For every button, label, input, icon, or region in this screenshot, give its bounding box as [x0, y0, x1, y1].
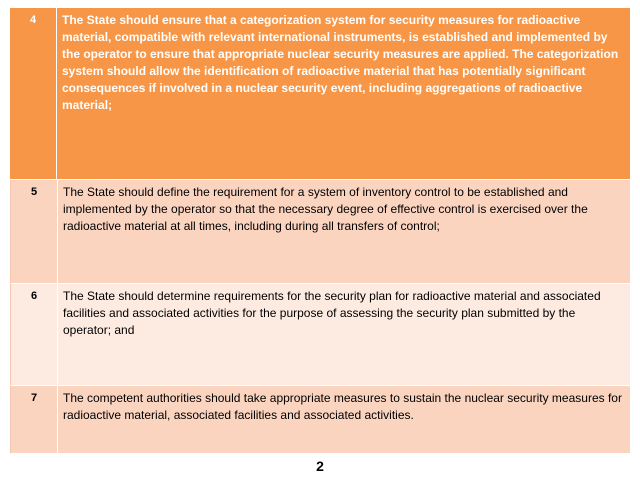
table-row-4	[10, 8, 630, 180]
row-number: 6	[11, 284, 58, 385]
row-number: 5	[11, 180, 58, 283]
row-text: The State should define the requirement for a system of inventory control to be established and implemented by the operator so that the necessary degree of effective control is exercised over the radioactive material at all times, including during all transfers of control;	[63, 185, 588, 233]
row-text: The competent authorities should take appropriate measures to sustain the nuclear security measures for radioactive material, associated facilities and associated activities.	[63, 391, 622, 422]
row-number: 4	[10, 8, 57, 179]
table-row-5	[10, 180, 630, 284]
row-text: The State should ensure that a categorization system for security measures for radioactive material, compatible with relevant international instruments, is established and implemented by the operator to ensure that appropriate nuclear security measures are applied. The categorization system should allow the identification of radioactive material that has potentially significant consequences if involved in a nuclear security event, including aggregations of radioactive material;	[62, 13, 619, 112]
requirements-table	[10, 8, 630, 454]
table-row-6	[10, 284, 630, 386]
row-text: The State should determine requirements for the security plan for radioactive material and associated facilities and associated activities for the purpose of assessing the security plan submitted by the operator; and	[63, 289, 601, 337]
page-number: 2	[316, 458, 324, 474]
table-row-7	[10, 386, 630, 454]
row-number: 7	[11, 386, 58, 453]
